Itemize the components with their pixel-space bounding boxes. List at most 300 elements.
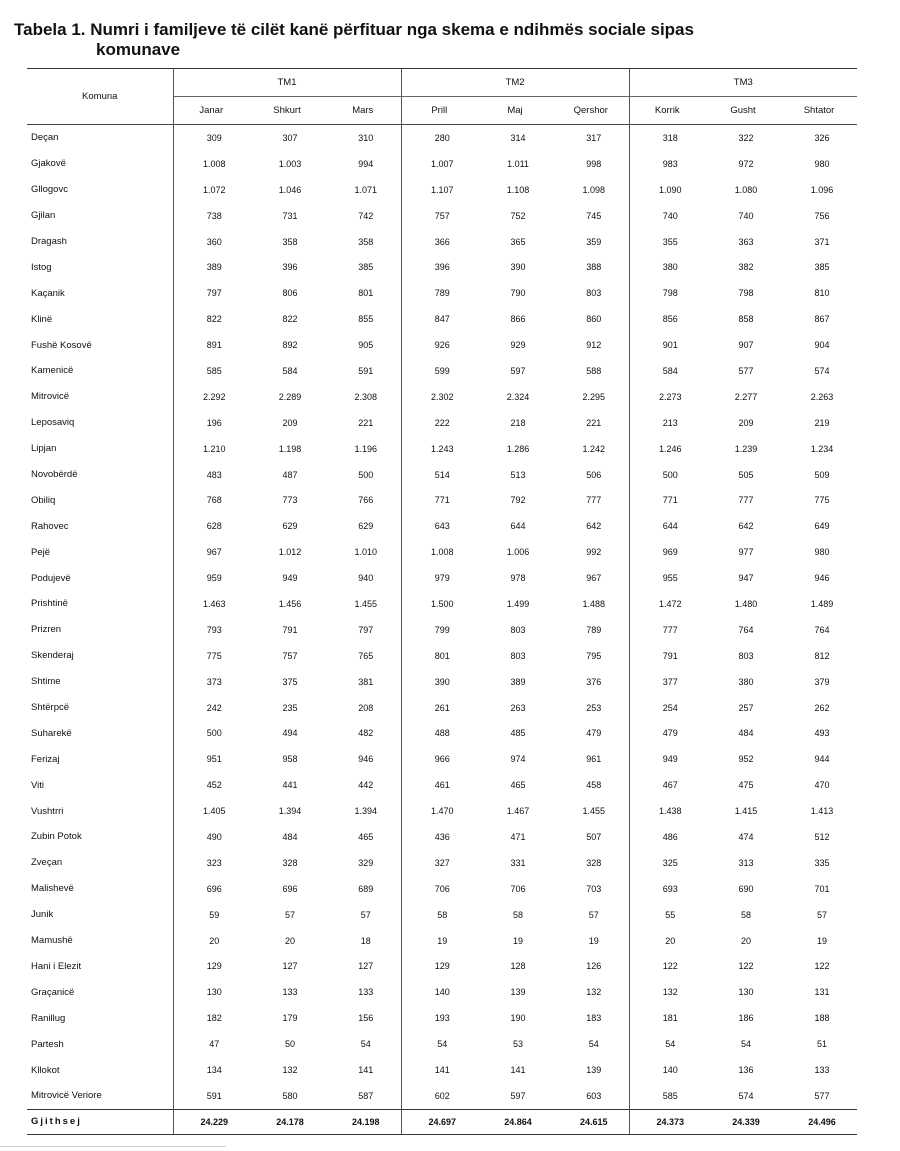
value-cell: 1.008 xyxy=(202,158,226,169)
table-row xyxy=(27,876,857,902)
value-cell: 59 xyxy=(209,909,220,920)
value-cell: 20 xyxy=(629,928,705,954)
value-cell: 1.467 xyxy=(506,806,530,817)
komuna-name-cell: Shtime xyxy=(27,669,173,695)
value-cell: 24.697 xyxy=(401,1109,477,1134)
value-cell: 740 xyxy=(738,210,754,221)
value-cell: 2.302 xyxy=(401,384,477,410)
value-cell: 358 xyxy=(358,236,374,247)
value-cell: 597 xyxy=(510,1090,526,1101)
column-header-komuna: Komuna xyxy=(27,69,173,125)
value-cell: 500 xyxy=(629,462,705,488)
value-cell: 1.488 xyxy=(582,598,606,609)
value-cell: 757 xyxy=(401,203,477,229)
value-cell: 1.046 xyxy=(278,184,302,195)
value-cell: 328 xyxy=(586,857,602,868)
table-row xyxy=(27,125,857,151)
value-cell: 967 xyxy=(206,547,222,558)
value-cell: 388 xyxy=(586,262,602,273)
value-cell: 1.010 xyxy=(354,547,378,558)
value-cell: 18 xyxy=(360,935,371,946)
komuna-name-cell: Hani i Elezit xyxy=(27,954,173,980)
value-cell: 50 xyxy=(284,1039,295,1050)
value-cell: 513 xyxy=(510,469,526,480)
value-cell: 1.286 xyxy=(506,443,530,454)
value-cell: 775 xyxy=(206,650,222,661)
value-cell: 261 xyxy=(401,695,477,721)
value-cell: 375 xyxy=(282,676,298,687)
value-cell: 752 xyxy=(510,210,526,221)
komuna-name-cell: Graçanicë xyxy=(27,979,173,1005)
value-cell: 1.499 xyxy=(506,598,530,609)
value-cell: 122 xyxy=(629,954,705,980)
value-cell: 904 xyxy=(814,340,830,351)
value-cell: 765 xyxy=(358,650,374,661)
value-cell: 642 xyxy=(586,521,602,532)
value-cell: 949 xyxy=(282,573,298,584)
komuna-name-cell: Klinë xyxy=(27,306,173,332)
value-cell: 1.008 xyxy=(401,539,477,565)
value-cell: 141 xyxy=(510,1065,526,1075)
value-cell: 506 xyxy=(586,469,602,480)
value-cell: 133 xyxy=(358,987,374,998)
group-header-tm3: TM3 xyxy=(629,69,857,97)
value-cell: 19 xyxy=(401,928,477,954)
komuna-name-cell: Ranillug xyxy=(27,1005,173,1031)
group-header-tm2: TM2 xyxy=(401,69,629,97)
value-cell: 331 xyxy=(510,857,526,868)
komuna-name-cell: Pejë xyxy=(27,539,173,565)
value-cell: 263 xyxy=(510,702,526,713)
value-cell: 122 xyxy=(738,961,754,972)
value-cell: 130 xyxy=(206,987,222,998)
value-cell: 505 xyxy=(738,469,754,480)
value-cell: 54 xyxy=(629,1031,705,1057)
total-row xyxy=(27,1109,857,1134)
table-row xyxy=(27,151,857,177)
value-cell: 470 xyxy=(814,780,830,791)
value-cell: 57 xyxy=(817,909,828,920)
value-cell: 186 xyxy=(738,1013,754,1024)
value-cell: 221 xyxy=(358,417,374,428)
value-cell: 803 xyxy=(510,624,526,635)
value-cell: 866 xyxy=(510,314,526,325)
table-row xyxy=(27,229,857,255)
value-cell: 574 xyxy=(814,365,830,376)
value-cell: 994 xyxy=(358,158,374,169)
value-cell: 1.234 xyxy=(810,443,834,454)
value-cell: 209 xyxy=(738,417,754,428)
value-cell: 791 xyxy=(282,624,298,635)
value-cell: 792 xyxy=(510,495,526,506)
value-cell: 2.263 xyxy=(810,391,834,402)
value-cell: 381 xyxy=(358,676,374,687)
value-cell: 912 xyxy=(586,340,602,351)
value-cell: 309 xyxy=(206,132,222,143)
value-cell: 133 xyxy=(814,1065,830,1075)
komuna-name-cell: Lipjan xyxy=(27,436,173,462)
value-cell: 905 xyxy=(358,340,374,351)
value-cell: 706 xyxy=(510,883,526,894)
value-cell: 242 xyxy=(206,702,222,713)
value-cell: 952 xyxy=(738,754,754,765)
value-cell: 1.198 xyxy=(278,443,302,454)
value-cell: 360 xyxy=(206,236,222,247)
value-cell: 484 xyxy=(738,728,754,739)
value-cell: 1.463 xyxy=(202,598,226,609)
month-header: Prill xyxy=(401,97,477,125)
table-row xyxy=(27,850,857,876)
value-cell: 219 xyxy=(814,417,830,428)
komuna-name-cell: Malishevë xyxy=(27,876,173,902)
value-cell: 262 xyxy=(814,702,830,713)
table-row xyxy=(27,1005,857,1031)
value-cell: 1.394 xyxy=(354,806,378,817)
value-cell: 998 xyxy=(586,158,602,169)
value-cell: 389 xyxy=(510,676,526,687)
value-cell: 326 xyxy=(814,132,830,143)
value-cell: 441 xyxy=(282,780,298,791)
value-cell: 777 xyxy=(738,495,754,506)
value-cell: 500 xyxy=(206,728,222,739)
value-cell: 19 xyxy=(513,935,524,946)
value-cell: 156 xyxy=(358,1013,374,1024)
table-row xyxy=(27,902,857,928)
value-cell: 1.096 xyxy=(810,184,834,195)
table-row xyxy=(27,824,857,850)
value-cell: 24.229 xyxy=(173,1109,249,1134)
value-cell: 318 xyxy=(629,125,705,151)
value-cell: 385 xyxy=(358,262,374,273)
value-cell: 701 xyxy=(814,883,830,894)
header-row-groups xyxy=(27,69,857,97)
value-cell: 132 xyxy=(629,979,705,1005)
value-cell: 771 xyxy=(629,487,705,513)
value-cell: 365 xyxy=(510,236,526,247)
value-cell: 812 xyxy=(814,650,830,661)
value-cell: 141 xyxy=(358,1065,374,1075)
komuna-name-cell: Obiliq xyxy=(27,487,173,513)
value-cell: 940 xyxy=(358,573,374,584)
value-cell: 577 xyxy=(738,365,754,376)
value-cell: 128 xyxy=(510,961,526,972)
value-cell: 24.496 xyxy=(781,1109,857,1134)
value-cell: 313 xyxy=(738,857,754,868)
value-cell: 380 xyxy=(629,254,705,280)
value-cell: 452 xyxy=(206,780,222,791)
komuna-name-cell: Suharekë xyxy=(27,720,173,746)
value-cell: 132 xyxy=(282,1065,298,1075)
komuna-name-cell: Prishtinë xyxy=(27,591,173,617)
value-cell: 458 xyxy=(586,780,602,791)
value-cell: 363 xyxy=(738,236,754,247)
value-cell: 436 xyxy=(401,824,477,850)
komuna-name-cell: Deçan xyxy=(27,125,173,151)
month-header: Gusht xyxy=(705,97,781,125)
value-cell: 474 xyxy=(738,831,754,842)
table-row xyxy=(27,436,857,462)
value-cell: 55 xyxy=(629,902,705,928)
value-cell: 966 xyxy=(401,746,477,772)
value-cell: 24.615 xyxy=(553,1109,629,1134)
value-cell: 486 xyxy=(629,824,705,850)
value-cell: 696 xyxy=(206,883,222,894)
value-cell: 213 xyxy=(629,410,705,436)
value-cell: 126 xyxy=(586,961,602,972)
value-cell: 629 xyxy=(358,521,374,532)
value-cell: 54 xyxy=(588,1039,599,1050)
value-cell: 1.210 xyxy=(202,443,226,454)
value-cell: 797 xyxy=(358,624,374,635)
value-cell: 335 xyxy=(814,857,830,868)
komuna-name-cell: Shtërpcë xyxy=(27,695,173,721)
komuna-name-cell: Podujevë xyxy=(27,565,173,591)
table-row xyxy=(27,954,857,980)
value-cell: 132 xyxy=(586,987,602,998)
komuna-name-cell: Gllogovc xyxy=(27,177,173,203)
table-row xyxy=(27,1083,857,1109)
value-cell: 54 xyxy=(360,1039,371,1050)
value-cell: 1.107 xyxy=(401,177,477,203)
komuna-name-cell: Gjilan xyxy=(27,203,173,229)
value-cell: 193 xyxy=(401,1005,477,1031)
value-cell: 385 xyxy=(814,262,830,273)
table-row xyxy=(27,669,857,695)
value-cell: 764 xyxy=(814,624,830,635)
value-cell: 1.071 xyxy=(354,184,378,195)
value-cell: 396 xyxy=(282,262,298,273)
value-cell: 929 xyxy=(510,340,526,351)
value-cell: 19 xyxy=(817,935,828,946)
value-cell: 310 xyxy=(358,132,374,143)
value-cell: 487 xyxy=(282,469,298,480)
value-cell: 798 xyxy=(738,288,754,299)
value-cell: 390 xyxy=(401,669,477,695)
value-cell: 54 xyxy=(401,1031,477,1057)
value-cell: 130 xyxy=(738,987,754,998)
value-cell: 773 xyxy=(282,495,298,506)
table-row xyxy=(27,643,857,669)
value-cell: 706 xyxy=(401,876,477,902)
value-cell: 789 xyxy=(401,280,477,306)
value-cell: 629 xyxy=(282,521,298,532)
komuna-name-cell: Istog xyxy=(27,254,173,280)
value-cell: 1.456 xyxy=(278,598,302,609)
month-header: Janar xyxy=(173,97,249,125)
table-row xyxy=(27,979,857,1005)
value-cell: 977 xyxy=(738,547,754,558)
value-cell: 703 xyxy=(586,883,602,894)
value-cell: 801 xyxy=(401,643,477,669)
table-row xyxy=(27,203,857,229)
value-cell: 979 xyxy=(401,565,477,591)
value-cell: 944 xyxy=(814,754,830,765)
table-row xyxy=(27,177,857,203)
value-cell: 798 xyxy=(629,280,705,306)
value-cell: 127 xyxy=(282,961,298,972)
table-row xyxy=(27,358,857,384)
value-cell: 141 xyxy=(401,1057,477,1083)
value-cell: 47 xyxy=(209,1039,220,1050)
value-cell: 856 xyxy=(629,306,705,332)
value-cell: 1.470 xyxy=(401,798,477,824)
value-cell: 373 xyxy=(206,676,222,687)
table-row xyxy=(27,280,857,306)
value-cell: 208 xyxy=(358,702,374,713)
value-cell: 382 xyxy=(738,262,754,273)
value-cell: 777 xyxy=(629,617,705,643)
value-cell: 493 xyxy=(814,728,830,739)
value-cell: 574 xyxy=(738,1090,754,1101)
value-cell: 380 xyxy=(738,676,754,687)
komuna-name-cell: Ferizaj xyxy=(27,746,173,772)
komuna-name-cell: Partesh xyxy=(27,1031,173,1057)
value-cell: 584 xyxy=(629,358,705,384)
value-cell: 366 xyxy=(401,229,477,255)
komuna-name-cell: Vushtrri xyxy=(27,798,173,824)
value-cell: 253 xyxy=(586,702,602,713)
value-cell: 1.080 xyxy=(734,184,758,195)
value-cell: 901 xyxy=(629,332,705,358)
value-cell: 328 xyxy=(282,857,298,868)
value-cell: 2.295 xyxy=(582,391,606,402)
value-cell: 771 xyxy=(401,487,477,513)
value-cell: 585 xyxy=(206,365,222,376)
value-cell: 806 xyxy=(282,288,298,299)
value-cell: 795 xyxy=(586,650,602,661)
value-cell: 257 xyxy=(738,702,754,713)
komuna-name-cell: Rahovec xyxy=(27,513,173,539)
value-cell: 133 xyxy=(282,987,298,998)
value-cell: 1.394 xyxy=(278,806,302,817)
month-header: Maj xyxy=(477,97,553,125)
value-cell: 1.405 xyxy=(202,806,226,817)
value-cell: 1.012 xyxy=(278,547,302,558)
value-cell: 1.455 xyxy=(582,806,606,817)
value-cell: 471 xyxy=(510,831,526,842)
value-cell: 2.292 xyxy=(202,391,226,402)
value-cell: 858 xyxy=(738,314,754,325)
value-cell: 801 xyxy=(358,288,374,299)
value-cell: 790 xyxy=(510,288,526,299)
value-cell: 465 xyxy=(510,780,526,791)
value-cell: 603 xyxy=(586,1090,602,1101)
value-cell: 793 xyxy=(206,624,222,635)
value-cell: 628 xyxy=(206,521,222,532)
komuna-name-cell: Kaçanik xyxy=(27,280,173,306)
group-header-tm1: TM1 xyxy=(173,69,401,97)
value-cell: 235 xyxy=(282,702,298,713)
value-cell: 131 xyxy=(814,987,830,998)
value-cell: 465 xyxy=(358,831,374,842)
value-cell: 803 xyxy=(586,288,602,299)
table-row xyxy=(27,772,857,798)
value-cell: 1.455 xyxy=(354,598,378,609)
value-cell: 926 xyxy=(401,332,477,358)
value-cell: 892 xyxy=(282,340,298,351)
value-cell: 24.339 xyxy=(705,1109,781,1134)
value-cell: 500 xyxy=(358,469,374,480)
value-cell: 860 xyxy=(586,314,602,325)
value-cell: 1.196 xyxy=(354,443,378,454)
table-row xyxy=(27,462,857,488)
value-cell: 799 xyxy=(401,617,477,643)
komuna-name-cell: Junik xyxy=(27,902,173,928)
value-cell: 280 xyxy=(401,125,477,151)
value-cell: 58 xyxy=(401,902,477,928)
value-cell: 2.324 xyxy=(506,391,530,402)
value-cell: 20 xyxy=(209,935,220,946)
value-cell: 2.308 xyxy=(354,391,378,402)
value-cell: 738 xyxy=(206,210,222,221)
value-cell: 482 xyxy=(358,728,374,739)
komuna-name-cell: Zveçan xyxy=(27,850,173,876)
value-cell: 1.003 xyxy=(278,158,302,169)
value-cell: 461 xyxy=(401,772,477,798)
table-row xyxy=(27,720,857,746)
value-cell: 371 xyxy=(814,236,830,247)
value-cell: 221 xyxy=(586,417,602,428)
value-cell: 891 xyxy=(206,340,222,351)
value-cell: 314 xyxy=(510,132,526,143)
table-body xyxy=(27,125,857,1135)
value-cell: 1.415 xyxy=(734,806,758,817)
table-row xyxy=(27,539,857,565)
value-cell: 139 xyxy=(586,1065,602,1075)
value-cell: 182 xyxy=(206,1013,222,1024)
value-cell: 644 xyxy=(510,521,526,532)
value-cell: 946 xyxy=(358,754,374,765)
value-cell: 390 xyxy=(510,262,526,273)
value-cell: 768 xyxy=(206,495,222,506)
value-cell: 907 xyxy=(738,340,754,351)
value-cell: 1.472 xyxy=(629,591,705,617)
value-cell: 179 xyxy=(282,1013,298,1024)
komuna-name-cell: Dragash xyxy=(27,229,173,255)
value-cell: 947 xyxy=(738,573,754,584)
value-cell: 494 xyxy=(282,728,298,739)
value-cell: 958 xyxy=(282,754,298,765)
value-cell: 731 xyxy=(282,210,298,221)
value-cell: 1.246 xyxy=(629,436,705,462)
value-cell: 810 xyxy=(814,288,830,299)
value-cell: 58 xyxy=(513,909,524,920)
value-cell: 1.098 xyxy=(582,184,606,195)
value-cell: 1.500 xyxy=(401,591,477,617)
table-row xyxy=(27,928,857,954)
value-cell: 693 xyxy=(629,876,705,902)
value-cell: 602 xyxy=(401,1083,477,1109)
komuna-name-cell: Zubin Potok xyxy=(27,824,173,850)
value-cell: 485 xyxy=(510,728,526,739)
value-cell: 129 xyxy=(401,954,477,980)
value-cell: 222 xyxy=(401,410,477,436)
value-cell: 777 xyxy=(586,495,602,506)
value-cell: 1.090 xyxy=(629,177,705,203)
value-cell: 467 xyxy=(629,772,705,798)
value-cell: 396 xyxy=(401,254,477,280)
value-cell: 577 xyxy=(814,1090,830,1101)
value-cell: 766 xyxy=(358,495,374,506)
footer-divider xyxy=(0,1146,226,1147)
value-cell: 129 xyxy=(206,961,222,972)
value-cell: 442 xyxy=(358,780,374,791)
value-cell: 2.273 xyxy=(629,384,705,410)
value-cell: 51 xyxy=(817,1039,828,1050)
table-row xyxy=(27,798,857,824)
value-cell: 484 xyxy=(282,831,298,842)
value-cell: 974 xyxy=(510,754,526,765)
